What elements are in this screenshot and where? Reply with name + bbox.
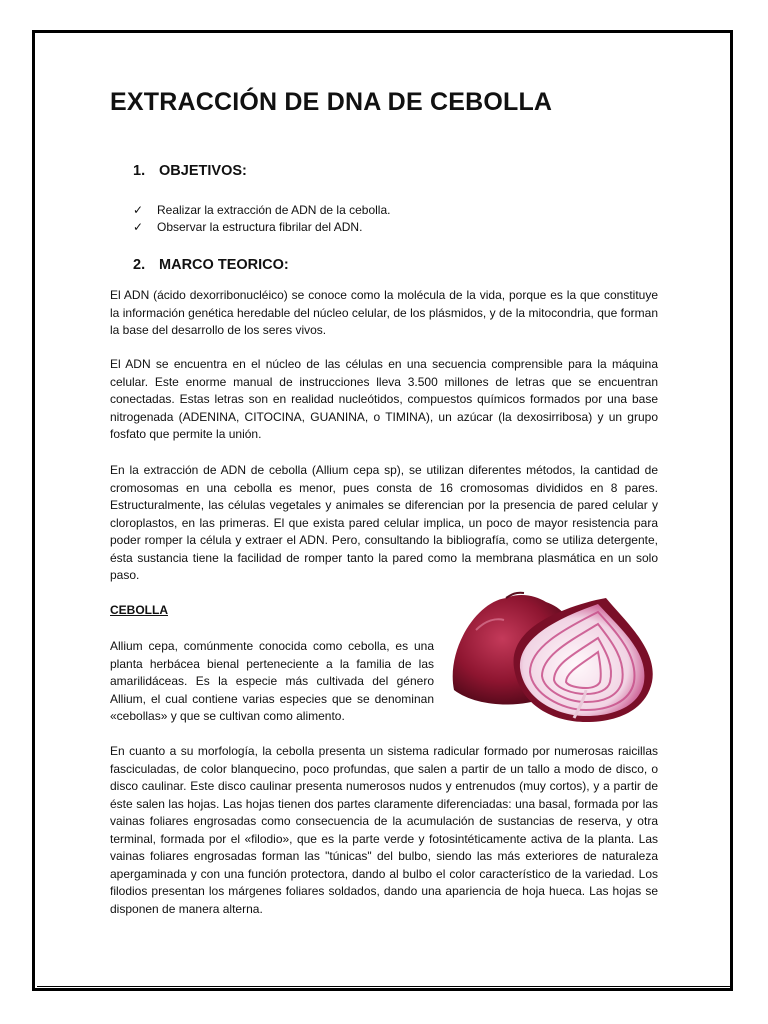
section-number: 1. (133, 163, 146, 179)
paragraph-adn-definicion: El ADN (ácido dexorribonucléico) se conoce como la molécula de la vida, porque es la que constituye la información genética heredable del núcleo celular, de los plásmidos, y de la mitocondria, que forman la base del desarrollo de los seres vivos. (110, 288, 658, 337)
page-border-bottom-line (37, 986, 732, 987)
list-item (133, 202, 390, 219)
objectives-list (133, 202, 390, 236)
document-title: EXTRACCIÓN DE DNA DE CEBOLLA (110, 88, 553, 116)
checkmark-icon: ✓ (133, 220, 144, 234)
list-item-text: Realizar la extracción de ADN de la cebolla. (157, 203, 391, 217)
section-title: MARCO TEORICO: (159, 257, 289, 273)
section-title: OBJETIVOS: (159, 163, 247, 179)
paragraph-morfologia: En cuanto a su morfología, la cebolla presenta un sistema radicular formado por numerosas raicillas fasciculadas, de color blanquecino, poco profundas, que salen a partir de un tallo a modo de disco, o disco caulinar. Este disco caulinar presenta numerosos nudos y entrenudos (muy cortos), y a partir de éste salen las hojas. Las hojas tienen dos partes claramente diferenciadas: una basal, formada por las vainas foliares engrosadas como consecuencia de la acumulación de sustancias de reserva, y otra terminal, formada por el «filodio», que es la parte verde y fotosintéticamente activa de la planta. Las vainas foliares engrosadas forman las "túnicas" del bulbo, siendo las más exteriores de naturaleza apergaminada y con una función protectora, dando al bulbo el color característico de la variedad. Los filodios presentan los márgenes foliares soldados, dando una apariencia de hoja hueca. Las hojas se disponen de manera alterna. (110, 744, 658, 916)
paragraph-adn-nucleo: El ADN se encuentra en el núcleo de las células en una secuencia comprensible para la máquina celular. Este enorme manual de instrucciones lleva 3.500 millones de letras que se encuentran conectadas. Estas letras son en realidad nucleótidos, compuestos químicos formados por una base nitrogenada (ADENINA, CITOCINA, GUANINA, o TIMINA), un azúcar (la dexosirribosa) y un grupo fosfato que permite la unión. (110, 357, 658, 441)
checkmark-icon: ✓ (133, 203, 144, 217)
list-item-text: Observar la estructura fibrilar del ADN. (157, 220, 363, 234)
list-item (133, 219, 390, 236)
section-heading-objetivos (133, 163, 247, 179)
paragraph-cebolla-intro: Allium cepa, comúnmente conocida como cebolla, es una planta herbácea bienal perteneciente a la familia de las amarilidáceas. Es la especie más cultivada del género Allium, el cual contiene varias especies que se denominan «cebollas» y que se cultivan como alimento. (110, 639, 434, 723)
paragraph-extraccion: En la extracción de ADN de cebolla (Allium cepa sp), se utilizan diferentes métodos, la cantidad de cromosomas en una cebolla es menor, pues consta de 16 cromosomas divididos en 8 pares. Estructuralmente, las células vegetales y animales se diferencian por la presencia de pared celular y cloroplastos, en las primeras. El que exista pared celular implica, un poco de mayor resistencia para poder romper la célula y extraer el ADN. Pero, consultando la bibliografía, como se utiliza detergente, ésta sustancia tiene la facilidad de romper tanto la pared como la membrana plasmática en un solo paso. (110, 463, 658, 582)
cebolla-heading: CEBOLLA (110, 603, 168, 617)
section-heading-marco-teorico (133, 257, 289, 273)
section-number: 2. (133, 257, 146, 273)
red-onion-image (446, 590, 658, 728)
